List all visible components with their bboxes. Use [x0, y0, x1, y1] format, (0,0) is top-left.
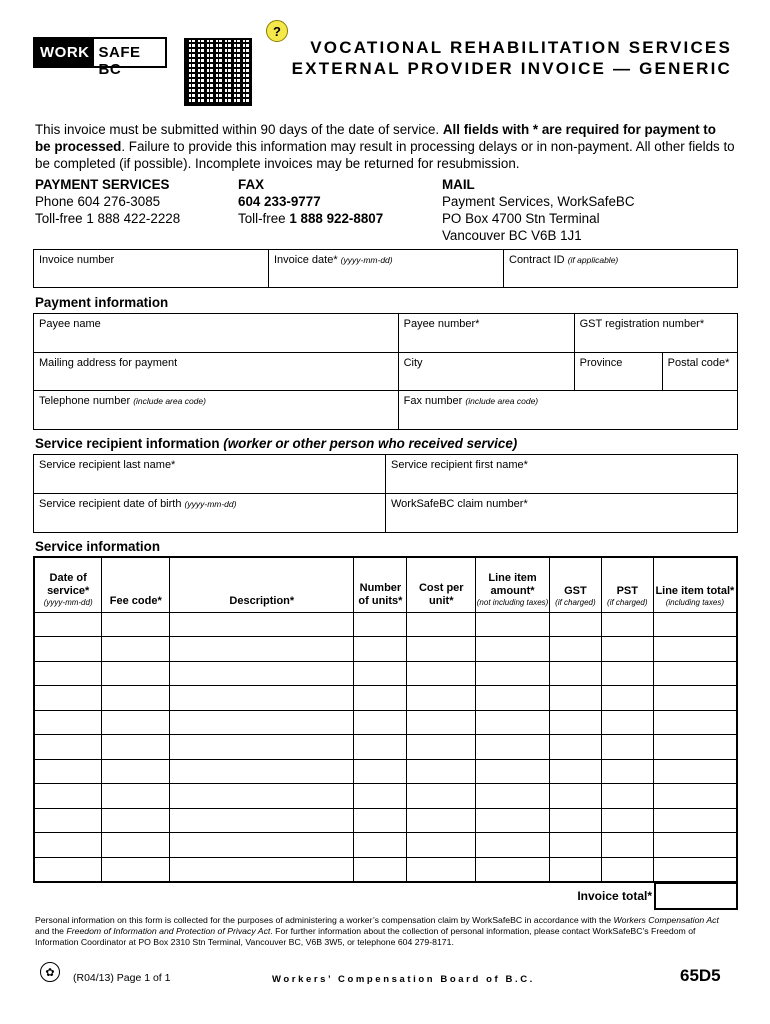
service-cell[interactable] [170, 857, 354, 882]
mail-line-2: PO Box 4700 Stn Terminal [442, 211, 600, 226]
service-cell[interactable] [476, 661, 550, 686]
contract-id-label: Contract ID [509, 254, 565, 266]
col-pst [601, 557, 653, 612]
mail-line-3: Vancouver BC V6B 1J1 [442, 228, 582, 243]
service-cell[interactable] [653, 857, 737, 882]
claim-number-field[interactable] [386, 494, 738, 533]
intro-bold: All fields with * are required for payment to be processed [35, 122, 716, 154]
col-gst-label: GST [564, 584, 587, 597]
service-cell[interactable] [601, 759, 653, 784]
payment-services-tollfree: Toll-free 1 888 422-2228 [35, 211, 181, 226]
service-cell[interactable] [354, 759, 407, 784]
privacy-act2: Freedom of Information and Protection of Privacy Act [66, 926, 271, 936]
recipient-heading-main: Service recipient information [35, 436, 220, 451]
service-cell[interactable] [102, 612, 170, 637]
service-cell[interactable] [601, 808, 653, 833]
service-cell[interactable] [102, 686, 170, 711]
payment-info-table [33, 313, 738, 430]
service-row [34, 784, 737, 809]
service-cell[interactable] [354, 833, 407, 858]
service-cell[interactable] [102, 637, 170, 662]
service-cell[interactable] [354, 808, 407, 833]
service-info-heading: Service information [35, 539, 161, 554]
service-cell[interactable] [653, 612, 737, 637]
service-cell[interactable] [476, 637, 550, 662]
service-cell[interactable] [549, 661, 601, 686]
payee-number-field[interactable] [398, 314, 574, 353]
payment-services-phone: Phone 604 276-3085 [35, 194, 161, 209]
service-cell[interactable] [102, 735, 170, 760]
fax-number-hint: (include area code) [465, 396, 539, 406]
service-cell[interactable] [34, 857, 102, 882]
fax-number-field[interactable] [398, 391, 737, 430]
service-cell[interactable] [407, 784, 476, 809]
service-cell[interactable] [34, 735, 102, 760]
telephone-hint: (include area code) [133, 396, 206, 406]
service-row [34, 661, 737, 686]
postal-code-field[interactable] [662, 353, 737, 391]
service-cell[interactable] [34, 784, 102, 809]
privacy-notice [35, 915, 735, 948]
service-cell[interactable] [34, 759, 102, 784]
intro-part1: This invoice must be submitted within 90 days of the date of service. [35, 122, 443, 137]
col-date-label: Date of service* [47, 571, 90, 597]
col-description [170, 557, 354, 612]
service-table-header [34, 557, 737, 612]
col-units-label: Number of units* [358, 581, 403, 607]
invoice-date-field[interactable] [269, 250, 504, 288]
service-cell[interactable] [601, 784, 653, 809]
col-amount-label: Line item amount* [488, 571, 537, 597]
col-fee-code [102, 557, 170, 612]
service-cell[interactable] [476, 857, 550, 882]
service-cell[interactable] [549, 784, 601, 809]
service-cell[interactable] [549, 735, 601, 760]
recipient-dob-hint: (yyyy-mm-dd) [184, 499, 237, 509]
service-cell[interactable] [476, 686, 550, 711]
recipient-dob-label: Service recipient date of birth [39, 498, 182, 510]
col-gst-sub: (if charged) [555, 597, 596, 607]
service-cell[interactable] [476, 710, 550, 735]
service-cell[interactable] [34, 637, 102, 662]
gst-registration-field[interactable] [574, 314, 737, 353]
title-line-2: EXTERNAL PROVIDER INVOICE — GENERIC [291, 59, 732, 78]
service-cell[interactable] [476, 735, 550, 760]
fax-number-label: Fax number [403, 395, 463, 407]
service-cell[interactable] [34, 686, 102, 711]
city-label: City [403, 357, 423, 369]
contract-id-field[interactable] [504, 250, 738, 288]
service-cell[interactable] [476, 784, 550, 809]
service-row [34, 833, 737, 858]
service-cell[interactable] [354, 686, 407, 711]
service-row [34, 612, 737, 637]
recipient-first-name-field[interactable] [386, 455, 738, 494]
service-cell[interactable] [170, 686, 354, 711]
service-cell[interactable] [170, 833, 354, 858]
service-cell[interactable] [102, 759, 170, 784]
board-name: Workers’ Compensation Board of B.C. [272, 974, 535, 985]
service-cell[interactable] [549, 637, 601, 662]
service-cell[interactable] [653, 784, 737, 809]
fax-tollfree [238, 210, 383, 227]
service-cell[interactable] [407, 759, 476, 784]
title-line-1: VOCATIONAL REHABILITATION SERVICES [310, 38, 732, 57]
service-cell[interactable] [653, 808, 737, 833]
col-date-sub: (yyyy-mm-dd) [43, 597, 93, 607]
service-cell[interactable] [476, 612, 550, 637]
recipient-first-name-label: Service recipient first name* [391, 459, 528, 471]
service-cell[interactable] [354, 710, 407, 735]
service-cell[interactable] [354, 784, 407, 809]
payment-services-heading: PAYMENT SERVICES [35, 177, 170, 192]
service-cell[interactable] [102, 784, 170, 809]
col-fee-label: Fee code* [109, 594, 162, 607]
service-row [34, 686, 737, 711]
invoice-total-field[interactable] [654, 883, 738, 910]
service-cell[interactable] [407, 808, 476, 833]
revision-text: (R04/13) Page 1 of 1 [73, 972, 171, 984]
gst-registration-label: GST registration number* [579, 318, 705, 330]
service-cell[interactable] [407, 686, 476, 711]
fax-number: 604 233-9777 [238, 194, 321, 209]
service-row [34, 710, 737, 735]
col-amount-sub: (not including taxes) [476, 597, 549, 607]
service-cell[interactable] [653, 686, 737, 711]
service-cell[interactable] [407, 833, 476, 858]
telephone-label: Telephone number [39, 395, 131, 407]
service-cell[interactable] [549, 833, 601, 858]
fax-tollfree-prefix: Toll-free [238, 211, 290, 226]
service-cell[interactable] [601, 661, 653, 686]
service-cell[interactable] [170, 808, 354, 833]
col-cost-label: Cost per unit* [418, 581, 464, 607]
form-number: 65D5 [680, 966, 721, 985]
service-cell[interactable] [354, 612, 407, 637]
payee-number-label: Payee number* [403, 318, 480, 330]
service-cell[interactable] [549, 686, 601, 711]
recycle-icon: ✿ [40, 962, 60, 982]
service-cell[interactable] [653, 735, 737, 760]
service-cell[interactable] [601, 710, 653, 735]
service-cell[interactable] [476, 833, 550, 858]
payment-services-contact [35, 176, 180, 227]
service-row [34, 808, 737, 833]
intro-part2: . Failure to provide this information may result in processing delays or in non-payment. All other fields to be completed (if possible). Incomplete invoices may be returned for resubmission. [35, 139, 735, 171]
service-cell[interactable] [476, 759, 550, 784]
service-cell[interactable] [549, 857, 601, 882]
contract-id-hint: (if applicable) [567, 255, 619, 265]
invoice-date-hint: (yyyy-mm-dd) [340, 255, 393, 265]
invoice-number-field[interactable] [34, 250, 269, 288]
service-cell[interactable] [102, 808, 170, 833]
service-cell[interactable] [476, 808, 550, 833]
col-number-of-units [354, 557, 407, 612]
service-cell[interactable] [102, 857, 170, 882]
service-cell[interactable] [102, 833, 170, 858]
service-cell[interactable] [653, 661, 737, 686]
mail-contact [442, 176, 635, 244]
recipient-info-table [33, 454, 738, 533]
service-cell[interactable] [407, 735, 476, 760]
service-cell[interactable] [549, 808, 601, 833]
service-cell[interactable] [601, 857, 653, 882]
service-cell[interactable] [354, 735, 407, 760]
fax-contact [238, 176, 383, 227]
service-cell[interactable] [34, 661, 102, 686]
invoice-date-label: Invoice date* [274, 254, 338, 266]
mail-line-1: Payment Services, WorkSafeBC [442, 194, 635, 209]
claim-number-label: WorkSafeBC claim number* [391, 498, 528, 510]
service-cell[interactable] [407, 710, 476, 735]
service-cell[interactable] [102, 661, 170, 686]
service-cell[interactable] [170, 759, 354, 784]
service-cell[interactable] [170, 784, 354, 809]
service-cell[interactable] [34, 833, 102, 858]
qr-code [184, 38, 252, 106]
privacy-act1: Workers Compensation Act [613, 915, 719, 925]
service-cell[interactable] [601, 833, 653, 858]
col-line-item-total [653, 557, 737, 612]
service-cell[interactable] [549, 710, 601, 735]
privacy-part3: . For further information about the collection of personal information, please contact WorkSafeBC’s Freedom of Information Coordinator at PO Box 2310 Stn Terminal, Vancouver BC, V6B 3W5, or telephone 604 279-8171. [35, 926, 696, 947]
service-cell[interactable] [601, 612, 653, 637]
service-table-body [34, 612, 737, 882]
fax-heading: FAX [238, 177, 265, 192]
telephone-field[interactable] [34, 391, 399, 430]
service-cell[interactable] [354, 857, 407, 882]
service-cell[interactable] [34, 710, 102, 735]
service-cell[interactable] [601, 735, 653, 760]
col-cost-per-unit [407, 557, 476, 612]
city-field[interactable] [398, 353, 574, 391]
mailing-address-label: Mailing address for payment [39, 357, 178, 369]
privacy-part2: and the [35, 926, 67, 936]
service-cell[interactable] [549, 759, 601, 784]
col-pst-label: PST [616, 584, 638, 597]
service-cell[interactable] [407, 661, 476, 686]
service-cell[interactable] [653, 637, 737, 662]
recipient-heading-italic: (worker or other person who received service) [223, 436, 518, 451]
service-cell[interactable] [407, 612, 476, 637]
service-cell[interactable] [407, 857, 476, 882]
service-cell[interactable] [601, 686, 653, 711]
logo-safe-text: SAFE BC [94, 39, 166, 66]
privacy-part1: Personal information on this form is collected for the purposes of administering a worker’s compensation claim by WorkSafeBC in accordance with the [35, 915, 614, 925]
invoice-number-label: Invoice number [39, 254, 115, 266]
service-row [34, 637, 737, 662]
col-pst-sub: (if charged) [607, 597, 648, 607]
service-cell[interactable] [354, 661, 407, 686]
logo-work-text: WORK [35, 39, 94, 66]
service-cell[interactable] [407, 637, 476, 662]
service-row [34, 759, 737, 784]
service-cell[interactable] [170, 612, 354, 637]
mailing-address-field[interactable] [34, 353, 399, 391]
service-cell[interactable] [653, 759, 737, 784]
service-cell[interactable] [549, 612, 601, 637]
col-gst [549, 557, 601, 612]
recipient-info-heading [35, 436, 517, 451]
province-label: Province [579, 357, 623, 369]
col-description-label: Description* [229, 594, 295, 607]
service-cell[interactable] [34, 808, 102, 833]
service-cell[interactable] [34, 612, 102, 637]
recipient-last-name-label: Service recipient last name* [39, 459, 176, 471]
service-row [34, 735, 737, 760]
service-cell[interactable] [170, 710, 354, 735]
intro-text [35, 121, 735, 172]
recipient-dob-field[interactable] [34, 494, 386, 533]
col-line-item-amount [476, 557, 550, 612]
payment-info-heading: Payment information [35, 295, 169, 310]
service-cell[interactable] [354, 637, 407, 662]
service-table [33, 556, 738, 883]
service-cell[interactable] [170, 661, 354, 686]
worksafebc-logo [33, 37, 167, 78]
service-cell[interactable] [170, 735, 354, 760]
help-icon[interactable]: ? [266, 20, 288, 42]
payee-name-field[interactable] [34, 314, 399, 353]
invoice-header-table [33, 249, 738, 288]
service-cell[interactable] [601, 637, 653, 662]
recipient-last-name-field[interactable] [34, 455, 386, 494]
invoice-total-label: Invoice total* [577, 889, 652, 903]
service-row [34, 857, 737, 882]
province-field[interactable] [574, 353, 662, 391]
service-cell[interactable] [170, 637, 354, 662]
payee-name-label: Payee name [39, 318, 101, 330]
service-cell[interactable] [102, 710, 170, 735]
col-date-of-service [34, 557, 102, 612]
col-total-label: Line item total* [655, 584, 735, 597]
service-cell[interactable] [653, 833, 737, 858]
service-cell[interactable] [653, 710, 737, 735]
postal-code-label: Postal code* [667, 357, 730, 369]
form-title [292, 37, 732, 79]
mail-heading: MAIL [442, 177, 475, 192]
fax-tollfree-number: 1 888 922-8807 [289, 211, 384, 226]
col-total-sub: (including taxes) [665, 597, 724, 607]
